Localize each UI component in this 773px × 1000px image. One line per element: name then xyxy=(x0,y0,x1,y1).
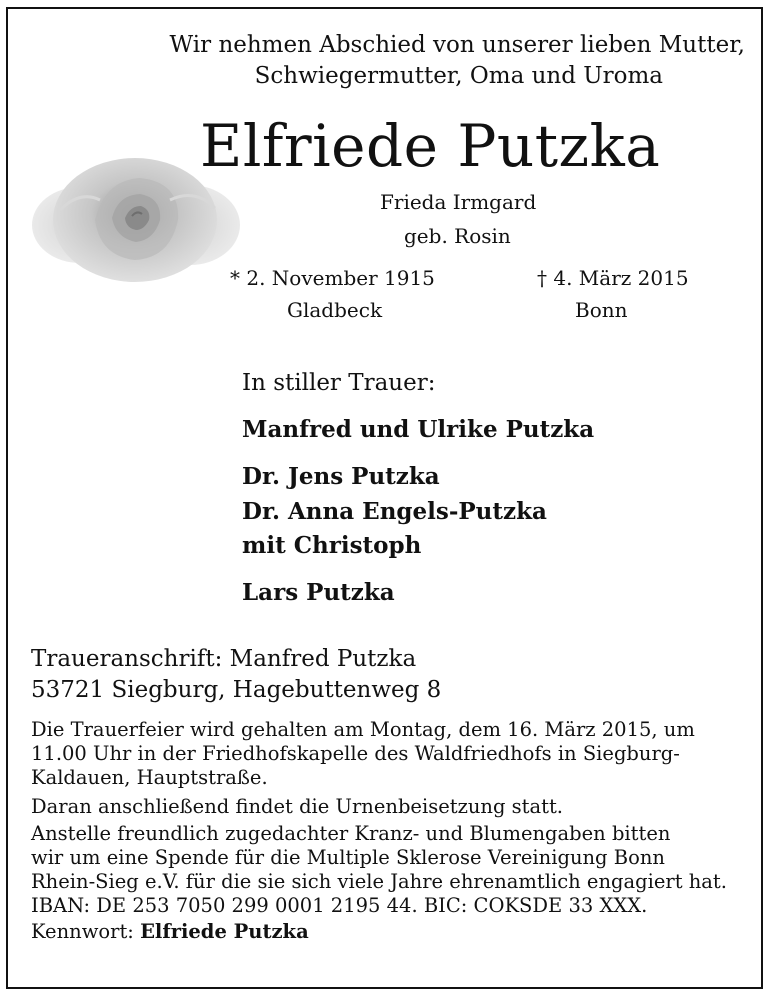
keyword-value: Elfriede Putzka xyxy=(140,920,309,943)
death-place: Bonn xyxy=(575,298,628,322)
notice-line-8: IBAN: DE 253 7050 299 0001 2195 44. BIC: COKSDE 33 XXX. xyxy=(31,894,648,917)
mourners-group-2-line-1: Dr. Jens Putzka xyxy=(242,463,440,490)
notice-line-7: Rhein-Sieg e.V. für die sie sich viele Jahre ehrenamtlich engagiert hat. xyxy=(31,870,727,893)
notice-line-1: Die Trauerfeier wird gehalten am Montag, dem 16. März 2015, um xyxy=(31,718,695,741)
keyword-line xyxy=(31,920,309,944)
address-line-1: Traueranschrift: Manfred Putzka xyxy=(31,646,417,672)
mourners-intro: In stiller Trauer: xyxy=(242,370,436,396)
address-line-2: 53721 Siegburg, Hagebuttenweg 8 xyxy=(31,677,442,703)
notice-line-2: 11.00 Uhr in der Friedhofskapelle des Waldfriedhofs in Siegburg- xyxy=(31,742,680,765)
birth-place: Gladbeck xyxy=(287,298,383,322)
mourners-group-3: Lars Putzka xyxy=(242,579,395,606)
notice-line-3: Kaldauen, Hauptstraße. xyxy=(31,766,268,789)
given-names: Frieda Irmgard xyxy=(380,190,537,214)
birth-date: * 2. November 1915 xyxy=(230,266,435,290)
intro-line-2: Schwiegermutter, Oma und Uroma xyxy=(254,63,663,89)
deceased-name: Elfriede Putzka xyxy=(200,112,661,180)
notice-line-6: wir um eine Spende für die Multiple Sklerose Vereinigung Bonn xyxy=(31,846,665,869)
maiden-name: geb. Rosin xyxy=(404,224,511,248)
notice-line-5: Anstelle freundlich zugedachter Kranz- und Blumengaben bitten xyxy=(31,822,671,845)
mourners-group-2-line-2: Dr. Anna Engels-Putzka xyxy=(242,498,547,525)
mourners-group-1: Manfred und Ulrike Putzka xyxy=(242,416,595,443)
notice-line-4: Daran anschließend findet die Urnenbeisetzung statt. xyxy=(31,795,564,818)
keyword-label: Kennwort: xyxy=(31,920,141,943)
death-date: † 4. März 2015 xyxy=(537,266,689,290)
mourners-group-2-line-3: mit Christoph xyxy=(242,532,422,559)
intro-line-1: Wir nehmen Abschied von unserer lieben Mutter, xyxy=(169,32,745,58)
